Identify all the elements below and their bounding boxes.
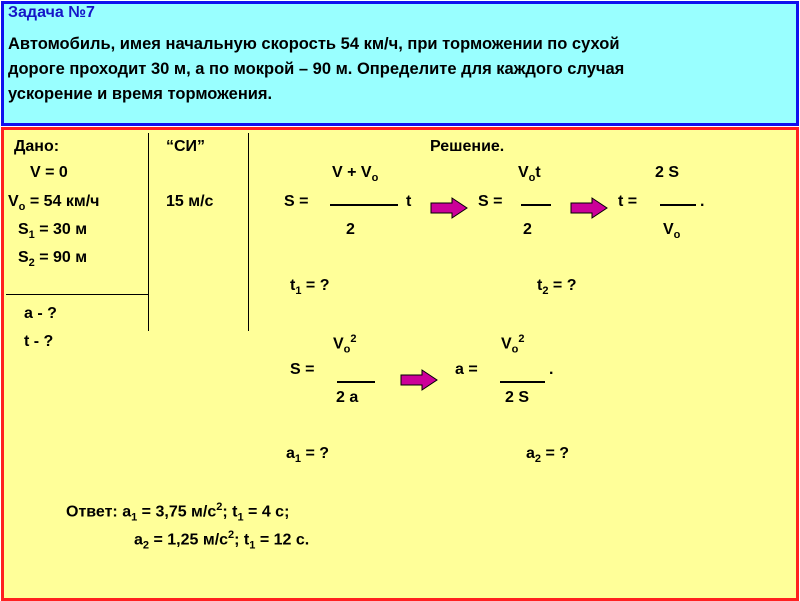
solution-header: Решение. [430, 138, 505, 155]
given-v: V = 0 [30, 164, 68, 181]
formula4-fraction-bar [337, 381, 375, 383]
task-text-line-3: ускорение и время торможения. [8, 85, 273, 103]
given-s1: $S_1 = 30$ м [18, 221, 88, 242]
given-header: Дано: [14, 138, 60, 155]
formula2-lhs: S = [478, 193, 503, 210]
formula1-denominator: 2 [346, 221, 355, 238]
solution-box [1, 127, 799, 601]
formula2-fraction-bar [521, 204, 551, 206]
formula5-denominator: 2 S [505, 389, 530, 406]
task-text-line-1: Автомобиль, имея начальную скорость 54 км/ч, при торможении по сухой [8, 35, 620, 53]
formula5-dot: . [549, 361, 554, 378]
formula3-denominator: $V_o$ [663, 221, 681, 242]
formula1-fraction-bar [330, 204, 398, 206]
a2-unknown: $a_2$ = ? [526, 445, 570, 466]
formula4-numerator: $V_o^2$ [333, 333, 357, 356]
task-title: Задача №7 [8, 4, 95, 21]
answer-line-1: Ответ: $a_1 = 3,75$ $м/c^2$; $t_1 = 4$ с; [66, 501, 290, 524]
t1-unknown: $t_1$ = ? [290, 277, 330, 298]
formula3-numerator: 2 S [655, 164, 680, 181]
t2-unknown: $t_2$ = ? [537, 277, 577, 298]
formula3-dot: . [700, 193, 705, 210]
formula1-lhs: S = [284, 193, 309, 210]
formula4-denominator: 2 a [336, 389, 359, 406]
formula5-numerator: $V_o^2$ [501, 333, 525, 356]
given-s2: $S_2 = 90$ м [18, 249, 88, 270]
formula1-numerator: $V + V_o$ [332, 164, 379, 185]
arrow-right-icon [570, 197, 608, 219]
si-solution-divider [248, 133, 249, 331]
formula1-t: t [406, 193, 412, 210]
arrow-right-icon [400, 369, 438, 391]
si-value: 15 м/с [166, 193, 214, 210]
formula5-fraction-bar [500, 381, 545, 383]
formula5-lhs: a = [455, 361, 478, 378]
find-t: t - ? [24, 333, 54, 350]
given-v0: $V_o = 54$ км/ч [8, 193, 100, 214]
formula3-lhs: t = [618, 193, 638, 210]
formula2-denominator: 2 [523, 221, 532, 238]
a1-unknown: $a_1$ = ? [286, 445, 330, 466]
formula4-lhs: S = [290, 361, 315, 378]
given-find-divider [6, 294, 148, 295]
arrow-right-icon [430, 197, 468, 219]
task-text-line-2: дороге проходит 30 м, а по мокрой – 90 м. Определите для каждого случая [8, 60, 625, 78]
si-header: “СИ” [166, 138, 206, 155]
find-a: a - ? [24, 305, 57, 322]
formula3-fraction-bar [660, 204, 696, 206]
answer-line-2: $a_2 = 1,25$ $м/c^2$; $t_1 = 12$ с. [134, 529, 310, 552]
given-si-divider [148, 133, 149, 331]
formula2-numerator: $V_ot$ [518, 164, 541, 185]
